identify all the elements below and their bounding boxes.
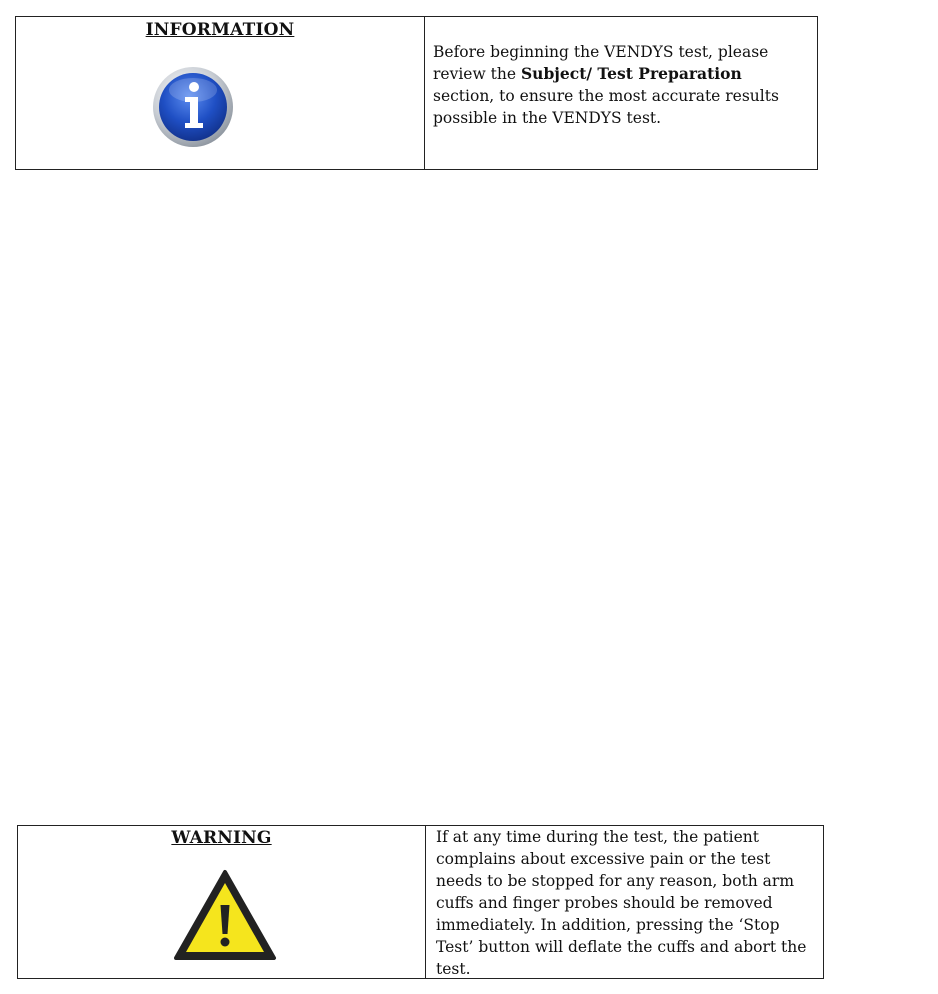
warning-triangle-icon — [173, 869, 277, 961]
information-message — [433, 41, 807, 129]
info-icon — [152, 66, 234, 148]
warning-message: If at any time during the test, the patient complains about excessive pain or the test needs to be stopped for any reason, both arm cuffs and finger probes should be removed immediately. In addition, pressing the ‘Stop Test’ button will deflate the cuffs and abort the test. — [436, 828, 807, 978]
warning-label-cell — [18, 826, 426, 978]
information-text-bold: Subject/ Test Preparation — [520, 64, 742, 83]
warning-heading: WARNING — [171, 828, 272, 848]
warning-text-cell — [426, 826, 823, 978]
information-text-start: Before beginning the VENDYS test, please review the — [433, 43, 769, 83]
information-text-end: section, to ensure the most accurate results possible in the VENDYS test. — [433, 87, 779, 127]
information-box — [15, 16, 818, 170]
information-text-cell — [425, 17, 817, 169]
information-heading: INFORMATION — [145, 20, 295, 40]
information-label-cell — [16, 17, 425, 169]
warning-box — [17, 825, 824, 979]
